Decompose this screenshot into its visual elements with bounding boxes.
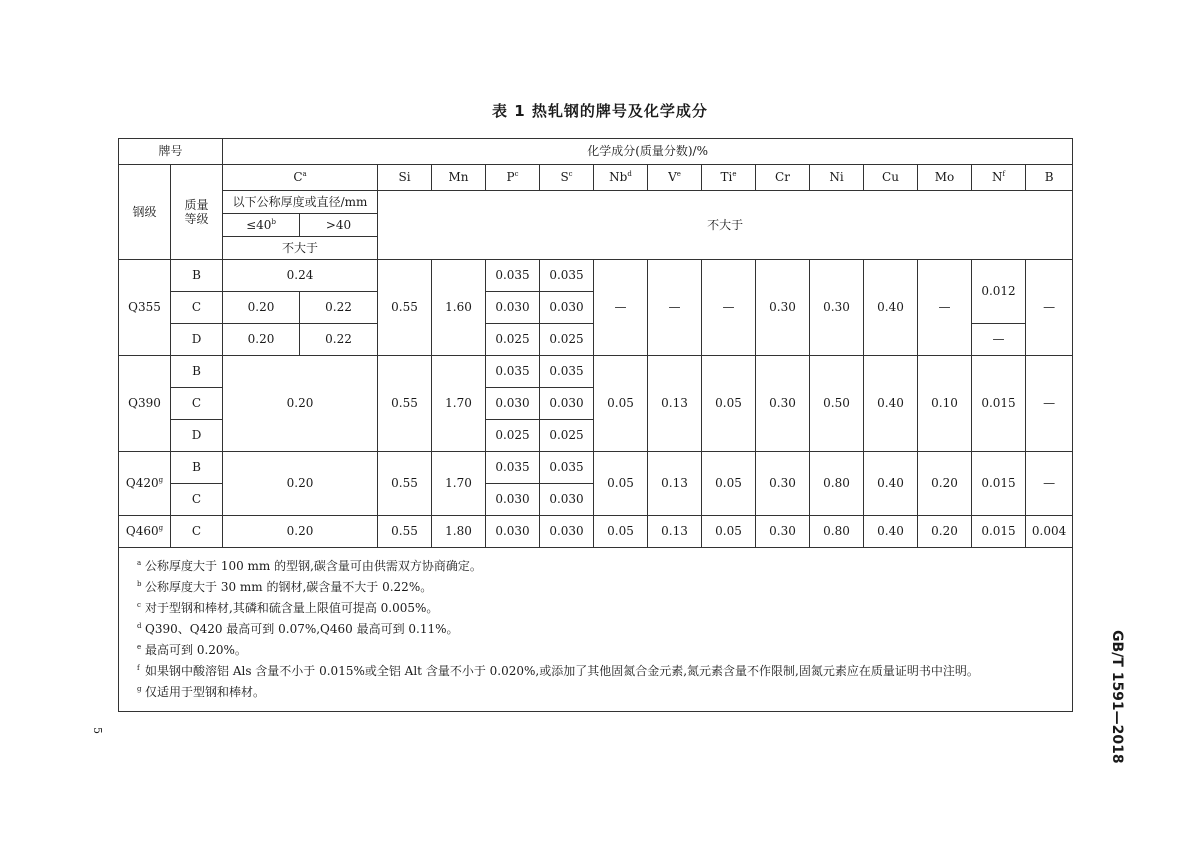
- mn-cell: 1.60: [432, 260, 486, 356]
- p-cell: 0.025: [486, 324, 540, 356]
- grade-q460: Q460$^g$: [119, 516, 171, 548]
- s-cell: 0.030: [540, 292, 594, 324]
- element-p-header: $P^c$: [486, 165, 540, 191]
- c-max-header: 不大于: [223, 237, 378, 260]
- element-s-header: $S^c$: [540, 165, 594, 191]
- table-row: [119, 452, 1073, 484]
- element-ti-header: Ti$^e$: [702, 165, 756, 191]
- cu-cell: 0.40: [864, 516, 918, 548]
- mo-cell: 0.20: [918, 516, 972, 548]
- cu-cell: 0.40: [864, 260, 918, 356]
- footnote-c: c 对于型钢和棒材,其磷和硫含量上限值可提高 0.005%。: [137, 601, 439, 615]
- s-cell: 0.035: [540, 260, 594, 292]
- c-gt40-cell: 0.22: [300, 292, 378, 324]
- s-cell: 0.030: [540, 388, 594, 420]
- quality-grade-header: 质量 等级: [171, 165, 223, 260]
- p-cell: 0.035: [486, 260, 540, 292]
- element-c-header: $C^a$: [223, 165, 378, 191]
- p-cell: 0.030: [486, 484, 540, 516]
- n-cell: —: [972, 324, 1026, 356]
- v-cell: 0.13: [648, 452, 702, 516]
- cu-cell: 0.40: [864, 356, 918, 452]
- c-cell: 0.20: [223, 356, 378, 452]
- page-number: 5: [91, 727, 104, 734]
- footnote-g: g 仅适用于型钢和棒材。: [137, 685, 266, 699]
- p-cell: 0.035: [486, 356, 540, 388]
- cr-cell: 0.30: [756, 356, 810, 452]
- thickness-header: 以下公称厚度或直径/mm: [223, 191, 378, 214]
- n-cell: 0.015: [972, 452, 1026, 516]
- nb-cell: 0.05: [594, 516, 648, 548]
- footnote-e: e 最高可到 0.20%。: [137, 643, 247, 657]
- quality-cell: B: [171, 356, 223, 388]
- nb-cell: 0.05: [594, 356, 648, 452]
- c-cell: 0.24: [223, 260, 378, 292]
- b-cell: 0.004: [1026, 516, 1073, 548]
- element-v-header: Ve: [648, 165, 702, 191]
- quality-cell: B: [171, 260, 223, 292]
- element-b-header: B: [1026, 165, 1073, 191]
- grade-q355: Q355: [119, 260, 171, 356]
- quality-cell: C: [171, 484, 223, 516]
- p-cell: 0.030: [486, 516, 540, 548]
- quality-cell: C: [171, 388, 223, 420]
- ti-cell: 0.05: [702, 516, 756, 548]
- element-si-header: Si: [378, 165, 432, 191]
- cr-cell: 0.30: [756, 260, 810, 356]
- quality-cell: C: [171, 516, 223, 548]
- footnote-d: d Q390、Q420 最高可到 0.07%,Q460 最高可到 0.11%。: [137, 622, 459, 636]
- s-cell: 0.035: [540, 356, 594, 388]
- si-cell: 0.55: [378, 452, 432, 516]
- quality-cell: B: [171, 452, 223, 484]
- grade-q420: Q420$^g$: [119, 452, 171, 516]
- ni-cell: 0.80: [810, 452, 864, 516]
- footnote-b: b 公称厚度大于 30 mm 的钢材,碳含量不大于 0.22%。: [137, 580, 433, 594]
- c-cell: 0.20: [223, 516, 378, 548]
- designation-header: 牌号: [119, 139, 223, 165]
- ni-cell: 0.50: [810, 356, 864, 452]
- v-cell: 0.13: [648, 356, 702, 452]
- s-cell: 0.030: [540, 516, 594, 548]
- mn-cell: 1.80: [432, 516, 486, 548]
- c-cell: 0.20: [223, 452, 378, 516]
- n-cell: 0.015: [972, 516, 1026, 548]
- v-cell: 0.13: [648, 516, 702, 548]
- mo-cell: 0.20: [918, 452, 972, 516]
- c-le40-cell: 0.20: [223, 324, 300, 356]
- si-cell: 0.55: [378, 260, 432, 356]
- max-value-header: 不大于: [378, 191, 1073, 260]
- s-cell: 0.030: [540, 484, 594, 516]
- c-gt40-cell: 0.22: [300, 324, 378, 356]
- quality-cell: D: [171, 420, 223, 452]
- v-cell: —: [648, 260, 702, 356]
- grade-q390: Q390: [119, 356, 171, 452]
- p-cell: 0.035: [486, 452, 540, 484]
- ti-cell: 0.05: [702, 452, 756, 516]
- mo-cell: —: [918, 260, 972, 356]
- table-row: [119, 516, 1073, 548]
- b-cell: —: [1026, 356, 1073, 452]
- b-cell: —: [1026, 452, 1073, 516]
- thickness-le40-header: $\le 40^b$: [223, 214, 300, 237]
- mn-cell: 1.70: [432, 356, 486, 452]
- mn-cell: 1.70: [432, 452, 486, 516]
- footnote-a: a 公称厚度大于 100 mm 的型钢,碳含量可由供需双方协商确定。: [137, 559, 482, 573]
- chemical-composition-table: [118, 138, 1073, 712]
- quality-cell: D: [171, 324, 223, 356]
- standard-code: GB/T 1591—2018: [1109, 630, 1125, 764]
- s-cell: 0.035: [540, 452, 594, 484]
- si-cell: 0.55: [378, 516, 432, 548]
- table-row: [119, 356, 1073, 388]
- footnotes: [119, 548, 1073, 712]
- quality-cell: C: [171, 292, 223, 324]
- element-ni-header: Ni: [810, 165, 864, 191]
- element-mo-header: Mo: [918, 165, 972, 191]
- ni-cell: 0.30: [810, 260, 864, 356]
- ni-cell: 0.80: [810, 516, 864, 548]
- ti-cell: —: [702, 260, 756, 356]
- p-cell: 0.030: [486, 388, 540, 420]
- nb-cell: —: [594, 260, 648, 356]
- element-mn-header: Mn: [432, 165, 486, 191]
- thickness-gt40-header: >40: [300, 214, 378, 237]
- chem-composition-header: 化学成分(质量分数)/%: [223, 139, 1073, 165]
- steel-grade-header: 钢级: [119, 165, 171, 260]
- nb-cell: 0.05: [594, 452, 648, 516]
- table-title: 表 1 热轧钢的牌号及化学成分: [492, 102, 708, 120]
- p-cell: 0.025: [486, 420, 540, 452]
- cu-cell: 0.40: [864, 452, 918, 516]
- element-n-header: $N^f$: [972, 165, 1026, 191]
- p-cell: 0.030: [486, 292, 540, 324]
- si-cell: 0.55: [378, 356, 432, 452]
- element-cr-header: Cr: [756, 165, 810, 191]
- b-cell: —: [1026, 260, 1073, 356]
- cr-cell: 0.30: [756, 516, 810, 548]
- s-cell: 0.025: [540, 420, 594, 452]
- element-cu-header: Cu: [864, 165, 918, 191]
- n-cell: 0.015: [972, 356, 1026, 452]
- n-cell: 0.012: [972, 260, 1026, 324]
- footnote-f: f 如果钢中酸溶铝 Als 含量不小于 0.015%或全铝 Alt 含量不小于 0.020%,或添加了其他固氮合金元素,氮元素含量不作限制,固氮元素应在质量证明书中注明。: [137, 664, 979, 678]
- mo-cell: 0.10: [918, 356, 972, 452]
- ti-cell: 0.05: [702, 356, 756, 452]
- element-nb-header: Nb$^d$: [594, 165, 648, 191]
- cr-cell: 0.30: [756, 452, 810, 516]
- c-le40-cell: 0.20: [223, 292, 300, 324]
- table-row: [119, 260, 1073, 292]
- s-cell: 0.025: [540, 324, 594, 356]
